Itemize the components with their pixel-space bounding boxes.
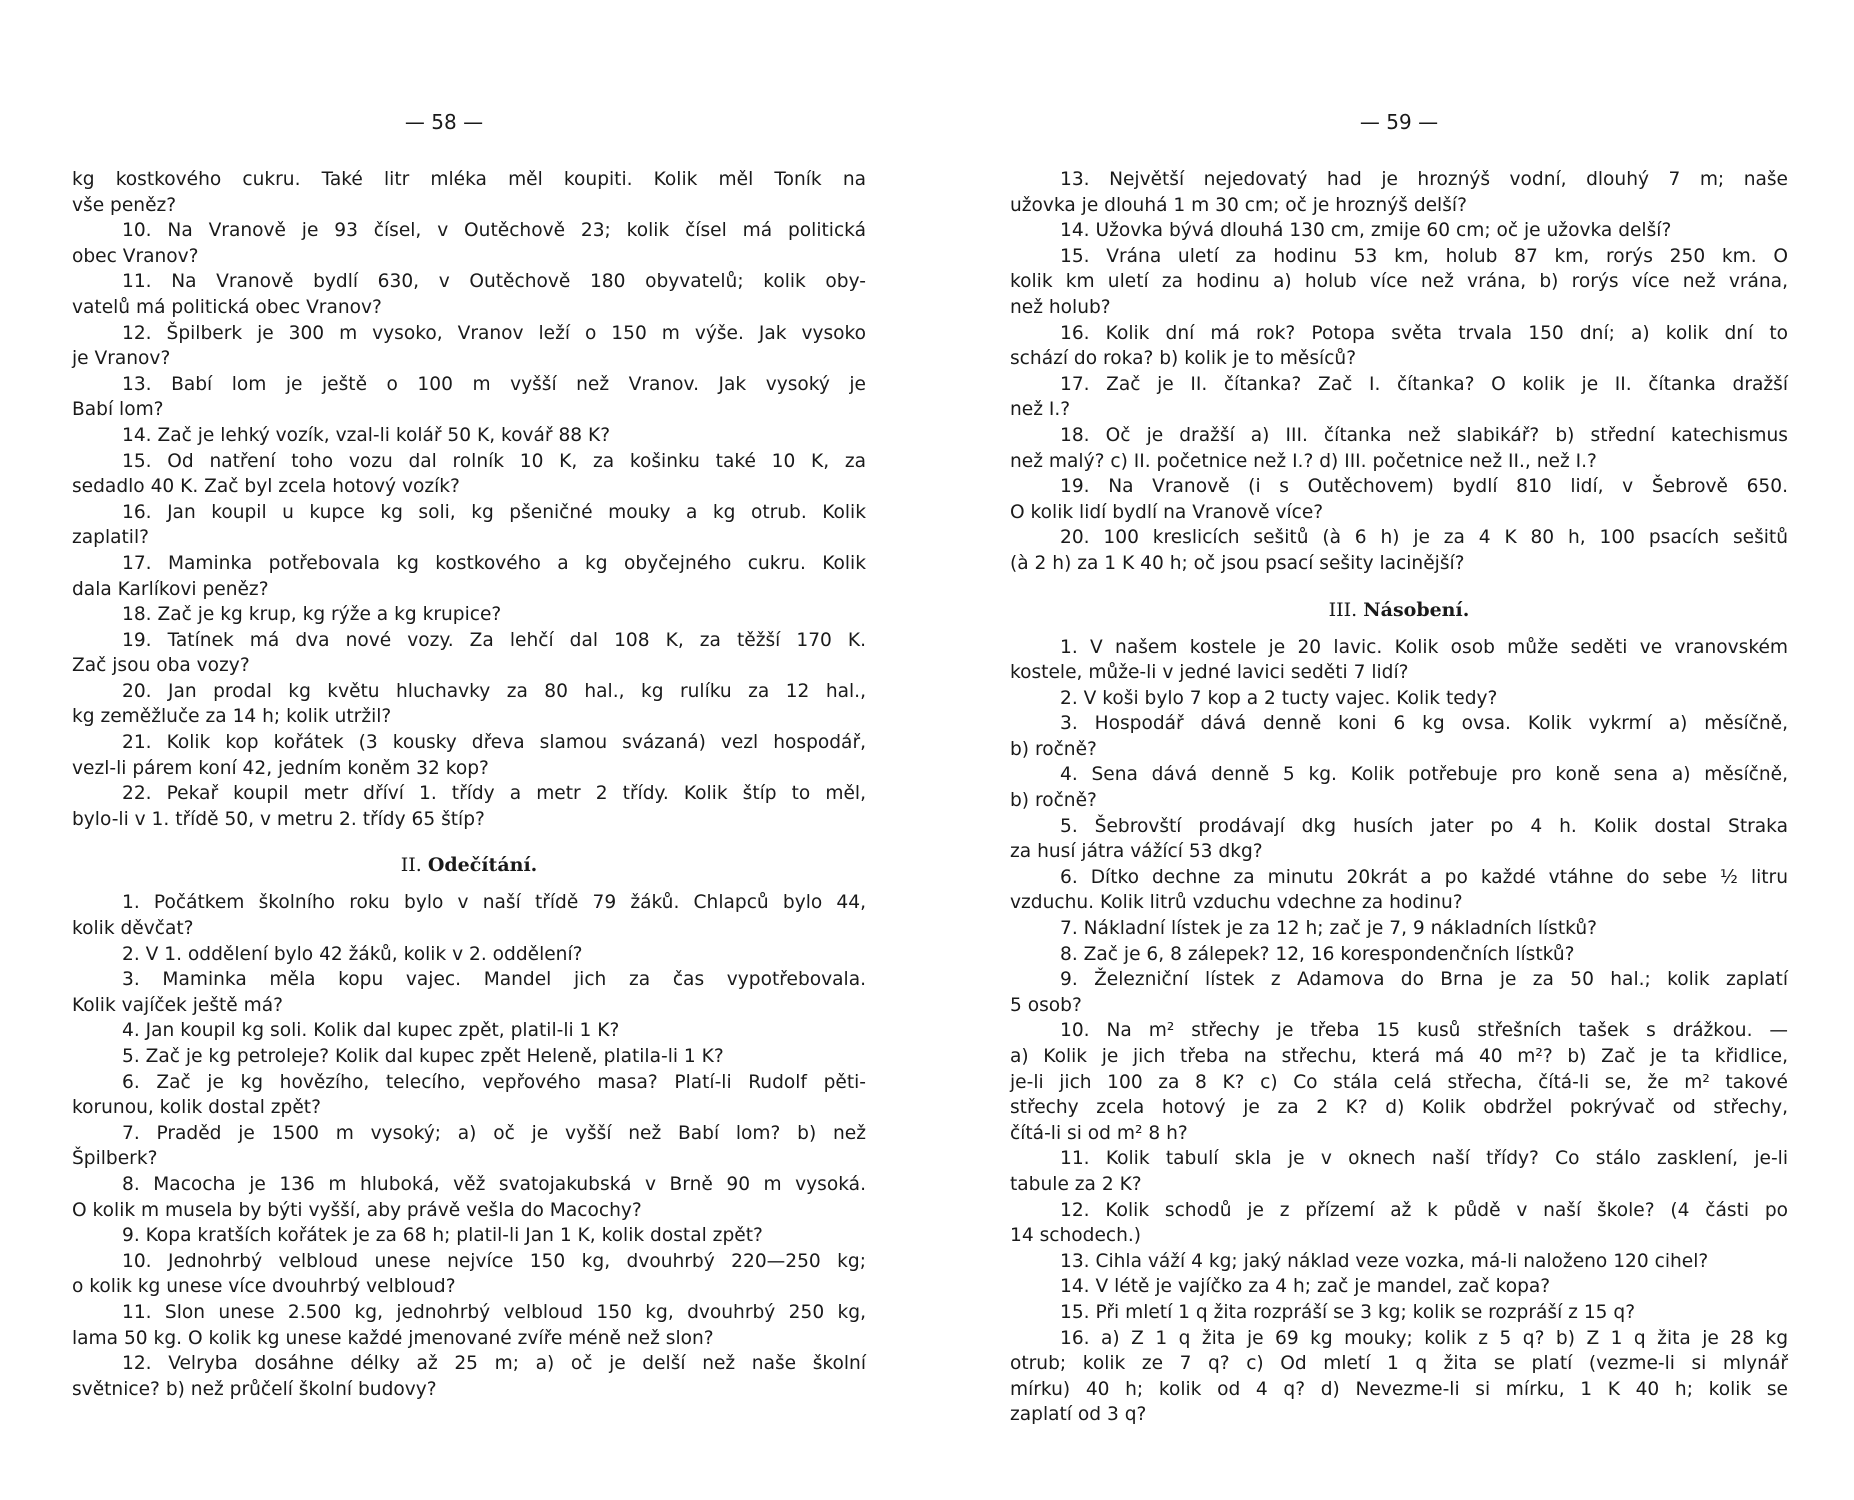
text-line: 15. Od natření toho vozu dal rolník 10 K, za košinku také 10 K, za bbox=[122, 450, 866, 472]
text-line: 15. Vrána uletí za hodinu 53 km, holub 87 km, rorýs 250 km. O bbox=[1060, 245, 1788, 267]
text-line: zaplatí od 3 q? bbox=[1010, 1404, 1147, 1426]
text-line: než malý? c) II. početnice než I.? d) III. početnice než II., než I.? bbox=[1010, 450, 1597, 472]
text-line: 22. Pekař koupil metr dříví 1. třídy a metr 2 třídy. Kolik štíp to měl, bbox=[122, 783, 866, 805]
text-line: 3. Hospodář dává denně koni 6 kg ovsa. Kolik vykrmí a) měsíčně, bbox=[1060, 713, 1788, 735]
text-line: čítá-li si od m² 8 h? bbox=[1010, 1122, 1188, 1144]
text-line: 17. Zač je II. čítanka? Zač I. čítanka? O kolik je II. čítanka dražší bbox=[1060, 373, 1788, 395]
text-line: 8. Macocha je 136 m hluboká, věž svatojakubská v Brně 90 m vysoká. bbox=[122, 1173, 866, 1195]
text-line: 8. Zač je 6, 8 zálepek? 12, 16 korespondenčních lístků? bbox=[1060, 943, 1575, 965]
text-line: vatelů má politická obec Vranov? bbox=[72, 296, 382, 318]
section-heading bbox=[1010, 597, 1788, 623]
text-line: 5 osob? bbox=[1010, 994, 1082, 1016]
text-line: 10. Na m² střechy je třeba 15 kusů střešních tašek s drážkou. — bbox=[1060, 1020, 1788, 1042]
text-line: 13. Babí lom je ještě o 100 m vyšší než Vranov. Jak vysoký je bbox=[122, 373, 866, 395]
text-line: 14 schodech.) bbox=[1010, 1225, 1142, 1247]
right-page bbox=[1010, 105, 1788, 1428]
text-line: kostele, může-li v jedné lavici seděti 7 lidí? bbox=[1010, 662, 1409, 684]
text-line: kg zeměžluče za 14 h; kolik utržil? bbox=[72, 706, 392, 728]
text-line: 18. Zač je kg krup, kg rýže a kg krupice? bbox=[122, 604, 502, 626]
text-line: sedadlo 40 K. Zač byl zcela hotový vozík? bbox=[72, 476, 460, 498]
text-line: otrub; kolik ze 7 q? c) Od mletí 1 q žita se platí (vezme-li si mlynář bbox=[1010, 1353, 1788, 1375]
text-line: 5. Šebrovští prodávají dkg husích jater po 4 h. Kolik dostal Straka bbox=[1060, 815, 1788, 837]
text-line: než I.? bbox=[1010, 399, 1071, 421]
text-line: je Vranov? bbox=[72, 348, 171, 370]
text-line: 11. Na Vranově bydlí 630, v Outěchově 180 obyvatelů; kolik oby- bbox=[122, 271, 866, 293]
text-line: Babí lom? bbox=[72, 399, 164, 421]
text-line: 15. Při mletí 1 q žita rozpráší se 3 kg; kolik se rozpráší z 15 q? bbox=[1060, 1301, 1636, 1323]
text-line: 5. Zač je kg petroleje? Kolik dal kupec zpět Heleně, platila-li 1 K? bbox=[122, 1046, 724, 1067]
text-line: O kolik lidí bydlí na Vranově více? bbox=[1010, 501, 1324, 523]
text-line: 11. Slon unese 2.500 kg, jednohrbý velbloud 150 kg, dvouhrbý 250 kg, bbox=[122, 1301, 866, 1323]
section-title: Odečítání. bbox=[427, 854, 538, 877]
text-line: 2. V 1. oddělení bylo 42 žáků, kolik v 2. oddělení? bbox=[122, 943, 583, 965]
text-line: 13. Cihla váží 4 kg; jaký náklad veze vozka, má-li naloženo 120 cihel? bbox=[1060, 1250, 1709, 1272]
text-line: 16. Jan koupil u kupce kg soli, kg pšeničné mouky a kg otrub. Kolik bbox=[122, 501, 866, 523]
text-line: lama 50 kg. O kolik kg unese každé jmenované zvíře méně než slon? bbox=[72, 1327, 714, 1349]
section-number: II. bbox=[400, 854, 422, 877]
left-page bbox=[72, 105, 866, 1402]
text-line: 13. Největší nejedovatý had je hroznýš vodní, dlouhý 7 m; naše bbox=[1060, 169, 1788, 190]
text-line: 1. V našem kostele je 20 lavic. Kolik osob může seděti ve vranovském bbox=[1060, 636, 1788, 658]
text-line: 11. Kolik tabulí skla je v oknech naší třídy? Co stálo zasklení, je-li bbox=[1060, 1148, 1788, 1170]
text-line: (à 2 h) za 1 K 40 h; oč jsou psací sešity lacinější? bbox=[1010, 552, 1465, 574]
text-line: 20. 100 kreslicích sešitů (à 6 h) je za 4 K 80 h, 100 psacích sešitů bbox=[1060, 527, 1788, 549]
text-line: střechy zcela hotový je za 2 K? d) Kolik obdržel pokrývač od střechy, bbox=[1010, 1097, 1788, 1119]
text-line: bylo-li v 1. třídě 50, v metru 2. třídy 65 štíp? bbox=[72, 808, 485, 830]
text-line: 20. Jan prodal kg květu hluchavky za 80 hal., kg rulíku za 12 hal., bbox=[122, 680, 866, 702]
text-line: zaplatil? bbox=[72, 527, 150, 549]
text-line: 17. Maminka potřebovala kg kostkového a kg obyčejného cukru. Kolik bbox=[122, 552, 866, 574]
text-line: je-li jich 100 za 8 K? c) Co stála celá střecha, čítá-li se, že m² takové bbox=[1010, 1071, 1788, 1093]
exercise-list bbox=[72, 167, 866, 832]
text-line: 7. Praděd je 1500 m vysoký; a) oč je vyšší než Babí lom? b) než bbox=[122, 1122, 866, 1144]
text-line: 16. Kolik dní má rok? Potopa světa trvala 150 dní; a) kolik dní to bbox=[1060, 322, 1788, 344]
text-line: 12. Špilberk je 300 m vysoko, Vranov leží o 150 m výše. Jak vysoko bbox=[122, 322, 866, 344]
exercise-list bbox=[1010, 635, 1788, 1428]
text-line: 6. Dítko dechne za minutu 20krát a po každé vtáhne do sebe ½ litru bbox=[1060, 866, 1788, 888]
text-line: za husí játra vážící 53 dkg? bbox=[1010, 841, 1263, 863]
text-line: 7. Nákladní lístek je za 12 h; zač je 7, 9 nákladních lístků? bbox=[1060, 918, 1598, 940]
text-line: užovka je dlouhá 1 m 30 cm; oč je hroznýš delší? bbox=[1010, 194, 1467, 216]
text-line: 18. Oč je dražší a) III. čítanka než slabikář? b) střední katechismus bbox=[1060, 424, 1788, 446]
text-line: 14. Zač je lehký vozík, vzal-li kolář 50 K, kovář 88 K? bbox=[122, 424, 611, 446]
page-number: — 59 — bbox=[1359, 110, 1439, 134]
text-line: kolik děvčat? bbox=[72, 918, 194, 940]
text-line: 10. Na Vranově je 93 čísel, v Outěchově 23; kolik čísel má politická bbox=[122, 220, 866, 242]
text-line: 19. Na Vranově (i s Outěchovem) bydlí 810 lidí, v Šebrově 650. bbox=[1060, 476, 1788, 498]
text-line: 2. V koši bylo 7 kop a 2 tucty vajec. Kolik tedy? bbox=[1060, 687, 1498, 709]
section-number: III. bbox=[1328, 598, 1358, 621]
exercise-list bbox=[1010, 167, 1788, 577]
text-line: mírku) 40 h; kolik od 4 q? d) Nevezme-li si mírku, 1 K 40 h; kolik se bbox=[1010, 1378, 1788, 1400]
text-line: 6. Zač je kg hovězího, telecího, vepřového masa? Platí-li Rudolf pěti- bbox=[122, 1071, 866, 1093]
page-number: — 58 — bbox=[404, 110, 484, 134]
text-line: kolik km uletí za hodinu a) holub více než vrána, b) rorýs více než vrána, bbox=[1010, 271, 1788, 293]
text-line: 14. Užovka bývá dlouhá 130 cm, zmije 60 cm; oč je užovka delší? bbox=[1060, 220, 1672, 242]
exercise-list bbox=[72, 890, 866, 1402]
text-line: 9. Kopa kratších kořátek je za 68 h; platil-li Jan 1 K, kolik dostal zpět? bbox=[122, 1225, 763, 1247]
text-line: 12. Kolik schodů je z přízemí až k půdě v naší škole? (4 části po bbox=[1060, 1199, 1788, 1221]
text-line: vše peněz? bbox=[72, 194, 177, 216]
section-heading bbox=[72, 852, 866, 878]
text-line: kg kostkového cukru. Také litr mléka měl koupiti. Kolik měl Toník na bbox=[72, 169, 866, 190]
text-line: a) Kolik je jich třeba na střechu, která má 40 m²? b) Zač je ta křidlice, bbox=[1010, 1046, 1788, 1067]
text-line: 12. Velryba dosáhne délky až 25 m; a) oč je delší než naše školní bbox=[122, 1353, 866, 1375]
text-line: Zač jsou oba vozy? bbox=[72, 655, 250, 677]
text-line: 3. Maminka měla kopu vajec. Mandel jich za čas vypotřebovala. bbox=[122, 969, 866, 991]
text-line: 14. V létě je vajíčko za 4 h; zač je mandel, zač kopa? bbox=[1060, 1276, 1551, 1298]
text-line: 21. Kolik kop kořátek (3 kousky dřeva slamou svázaná) vezl hospodář, bbox=[122, 732, 866, 754]
text-line: 4. Jan koupil kg soli. Kolik dal kupec zpět, platil-li 1 K? bbox=[122, 1020, 620, 1042]
text-line: O kolik m musela by býti vyšší, aby právě vešla do Macochy? bbox=[72, 1199, 642, 1221]
text-line: 4. Sena dává denně 5 kg. Kolik potřebuje pro koně sena a) měsíčně, bbox=[1060, 764, 1788, 786]
text-line: korunou, kolik dostal zpět? bbox=[72, 1097, 321, 1119]
text-line: dala Karlíkovi peněz? bbox=[72, 578, 269, 600]
text-line: světnice? b) než průčelí školní budovy? bbox=[72, 1378, 437, 1400]
text-line: 10. Jednohrbý velbloud unese nejvíce 150 kg, dvouhrbý 220—250 kg; bbox=[122, 1250, 866, 1272]
text-line: 16. a) Z 1 q žita je 69 kg mouky; kolik z 5 q? b) Z 1 q žita je 28 kg bbox=[1060, 1327, 1788, 1349]
text-line: o kolik kg unese více dvouhrbý velbloud? bbox=[72, 1276, 456, 1298]
text-line: tabule za 2 K? bbox=[1010, 1173, 1142, 1195]
text-line: schází do roka? b) kolik je to měsíců? bbox=[1010, 348, 1357, 370]
text-line: 19. Tatínek má dva nové vozy. Za lehčí dal 108 K, za těžší 170 K. bbox=[122, 629, 866, 651]
text-line: b) ročně? bbox=[1010, 738, 1097, 760]
text-line: 9. Železniční lístek z Adamova do Brna je za 50 hal.; kolik zaplatí bbox=[1060, 969, 1788, 991]
text-line: obec Vranov? bbox=[72, 245, 199, 267]
text-line: 1. Počátkem školního roku bylo v naší třídě 79 žáků. Chlapců bylo 44, bbox=[122, 892, 866, 914]
text-line: b) ročně? bbox=[1010, 790, 1097, 812]
text-line: Kolik vajíček ještě má? bbox=[72, 994, 284, 1016]
text-line: Špilberk? bbox=[72, 1148, 158, 1170]
text-line: než holub? bbox=[1010, 296, 1111, 318]
text-line: vezl-li párem koní 42, jedním koněm 32 kop? bbox=[72, 757, 489, 779]
section-title: Násobení. bbox=[1363, 598, 1470, 621]
text-line: vzduchu. Kolik litrů vzduchu vdechne za hodinu? bbox=[1010, 892, 1463, 914]
